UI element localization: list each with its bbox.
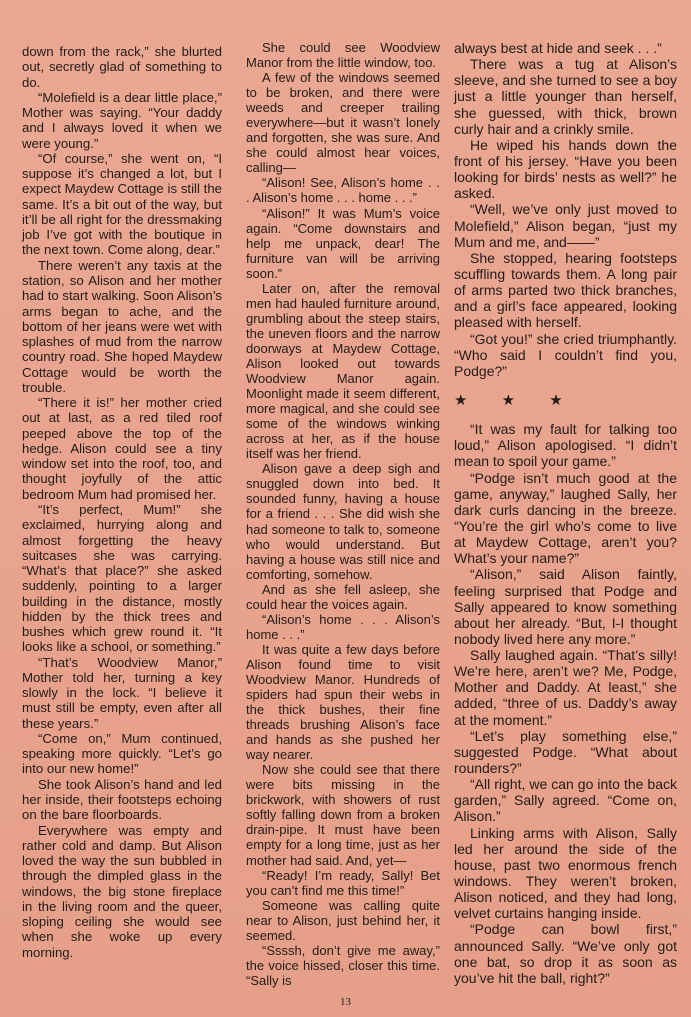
paragraph: “It was my fault for talking too loud,” Alison apologised. “I didn’t mean to spoil your game.” [454,421,677,470]
paragraph: There weren’t any taxis at the station, so Alison and her mother had to start walking. Soon Alison’s arms began to ache, and the bottom of her jeans were wet with splashes of mud from the narrow country road. She hoped Maydew Cottage would be worth the trouble. [22,257,222,395]
paragraph: “Well, we’ve only just moved to Molefield,” Alison began, “just my Mum and me, and——” [454,201,677,250]
paragraph: Someone was calling quite near to Alison, just behind her, it seemed. [246,897,440,943]
paragraph: Linking arms with Alison, Sally led her around the side of the house, past two enormous french windows. They weren’t broken, Alison noticed, and they had long, velvet curtains hanging inside. [454,824,677,922]
paragraph: Everywhere was empty and rather cold and damp. But Alison loved the way the sun bubbled in through the dimpled glass in the windows, the big stone fireplace in the living room and the queer, sloping ceiling she would see when she woke up every morning. [22,822,222,960]
section-break-stars: ★ ★ ★ [454,391,563,409]
paragraph: She stopped, hearing footsteps scuffling towards them. A long pair of arms parted two thick branches, and a girl’s face appeared, looking pleased with herself. [454,249,677,331]
paragraph: down from the rack,” she blurted out, secretly glad of something to do. [22,44,222,90]
paragraph: “Alison!” It was Mum’s voice again. “Come downstairs and help me unpack, dear! The furniture van will be arriving soon.” [246,205,440,281]
paragraph: “Ready! I’m ready, Sally! Bet you can’t find me this time!” [246,867,440,898]
paragraph: “It’s perfect, Mum!” she exclaimed, hurrying along and almost forgetting the heavy suitcases she was carrying. “What’s that place?” she asked suddenly, pointing to a larger building in the distance, mostly hidden by the thick trees and bushes which grew round it. “It looks like a school, or something.” [22,501,222,655]
paragraph: “Podge isn’t much good at the game, anyway,” laughed Sally, her dark curls dancing in the breeze. “You’re the girl who’s come to live at Maydew Cottage, aren’t you? What’s your name?” [454,469,677,567]
text-column-left [22,44,222,960]
paragraph: “Let’s play something else,” suggested Podge. “What about rounders?” [454,727,677,777]
paragraph: “There it is!” her mother cried out at last, as a red tiled roof peeped above the top of the hedge. Alison could see a tiny window set into the roof, too, and thought joyfully of the attic bedroom Mum had promised her. [22,395,222,502]
paragraph: always best at hide and seek . . .” [454,40,662,56]
paragraph: Now she could see that there were bits missing in the brickwork, with showers of rust softly falling down from a broken drain-pipe. It must have been empty for a long time, just as her mother had said. And, yet— [246,762,440,868]
paragraph: “Come on,” Mum continued, speaking more quickly. “Let’s go into our new home!” [22,730,222,777]
paragraph: “That’s Woodview Manor,” Mother told her, turning a key slowly in the lock. “I believe it must still be empty, even after all these years.” [22,654,222,731]
paragraph: And as she fell asleep, she could hear the voices again. [246,581,440,612]
paragraph: Alison gave a deep sigh and snuggled down into bed. It sounded funny, having a house for a friend . . . She did wish she had someone to talk to, someone who would understand. But having a house was still nice and comforting, somehow. [246,461,440,582]
paragraph: There was a tug at Alison’s sleeve, and she turned to see a boy just a little younger than herself, she guessed, with thick, brown curly hair and a crinkly smile. [454,56,677,137]
paragraph: Later on, after the removal men had hauled furniture around, grumbling about the steep stairs, the uneven floors and the narrow doorways at Maydew Cottage, Alison looked out towards Woodview Manor again. Moonlight made it seem different, more magical, and she could see some of the windows winking across at her, as if the house itself was her friend. [246,280,440,462]
text-column-right [454,40,677,986]
paragraph: “Alison,” said Alison faintly, feeling surprised that Podge and Sally appeared to know something about her already. “But, I-I thought nobody lived here any more.” [454,566,677,647]
paragraph: She could see Woodview Manor from the little window, too. [246,40,440,71]
paragraph: “Molefield is a dear little place,” Mother was saying. “Your daddy and I always loved it when we were young.” [22,89,222,151]
paragraph: “All right, we can go into the back garden,” Sally agreed. “Come on, Alison.” [454,776,677,825]
paragraph: “Alison’s home . . . Alison’s home . . .” [246,611,440,642]
text-column-middle [246,40,440,988]
page-number: 13 [340,996,351,1008]
paragraph: “Podge can bowl first,” announced Sally. “We’ve only got one bat, so drop it as soon as you’ve hit the ball, right?” [454,921,677,986]
paragraph: Sally laughed again. “That’s silly! We’re here, aren’t we? Me, Podge, Mother and Daddy. At least,” she added, “three of us. Daddy’s away at the moment.” [454,647,677,728]
paragraph: “Of course,” she went on, “I suppose it’s changed a lot, but I expect Maydew Cottage is still the same. It’s a bit out of the way, but it’ll be all right for the dressmaking job I’ve got with the boutique in the next town. Come along, dear.” [22,150,222,258]
paragraph: She took Alison’s hand and led her inside, their footsteps echoing on the bare floorboards. [22,776,222,823]
paragraph: “Ssssh, don’t give me away,” the voice hissed, closer this time. “Sally is [246,942,440,988]
paragraph: A few of the windows seemed to be broken, and there were weeds and creeper trailing everywhere—but it wasn’t lonely and forgotten, she was sure. And she could almost hear voices, calling— [246,70,440,176]
paragraph: “Alison! See, Alison’s home . . . Alison’s home . . . home . . .” [246,175,440,206]
paragraph: “Got you!” she cried triumphantly. “Who said I couldn’t find you, Podge?” [454,330,677,379]
paragraph: He wiped his hands down the front of his jersey. “Have you been looking for birds’ nests as well?” he asked. [454,136,677,202]
paragraph: It was quite a few days before Alison found time to visit Woodview Manor. Hundreds of spiders had spun their webs in the thick bushes, their fine threads brushing Alison’s face and hands as she pushed her way nearer. [246,641,440,763]
